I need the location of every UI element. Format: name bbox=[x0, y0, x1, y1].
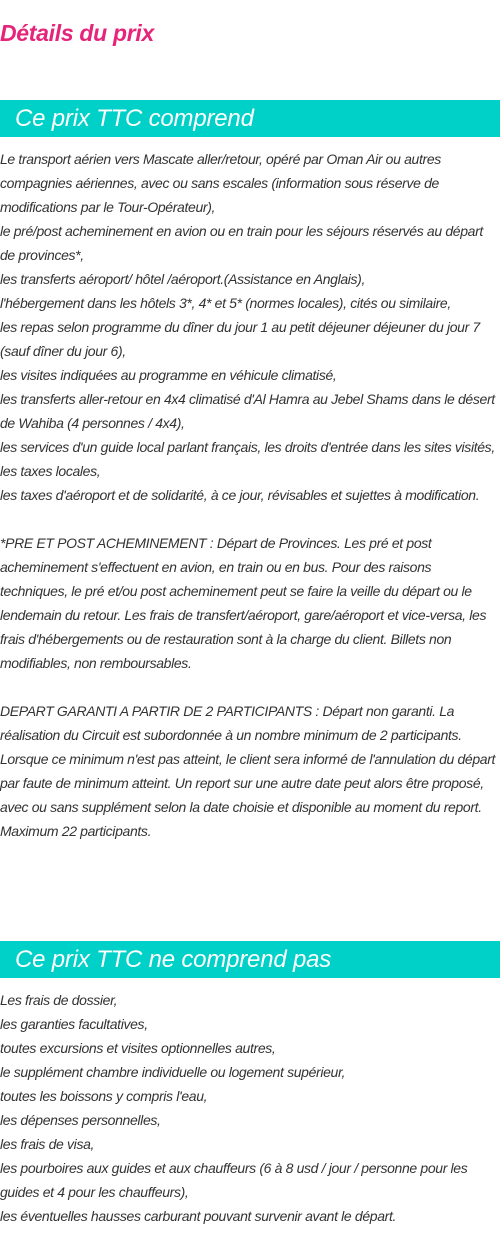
excluded-item: Les frais de dossier, bbox=[0, 992, 118, 1008]
excluded-item: les frais de visa, bbox=[0, 1136, 95, 1152]
included-item: l'hébergement dans les hôtels 3*, 4* et 5* (normes locales), cités ou similaire, bbox=[0, 295, 451, 311]
excluded-item: toutes les boissons y compris l'eau, bbox=[0, 1088, 208, 1104]
included-item: les taxes locales, bbox=[0, 463, 101, 479]
included-item: les transferts aéroport/ hôtel /aéroport.(Assistance en Anglais), bbox=[0, 271, 366, 287]
excluded-section-body bbox=[0, 988, 500, 1228]
included-section-body bbox=[0, 147, 500, 843]
included-item: les repas selon programme du dîner du jour 1 au petit déjeuner déjeuner du jour 7 (sauf dîner du jour 6), bbox=[0, 319, 480, 359]
page-title: Détails du prix bbox=[0, 20, 154, 46]
excluded-item: les garanties facultatives, bbox=[0, 1016, 148, 1032]
excluded-item: le supplément chambre individuelle ou logement supérieur, bbox=[0, 1064, 346, 1080]
included-item: les services d'un guide local parlant français, les droits d'entrée dans les sites visités, bbox=[0, 439, 495, 455]
excluded-item: les dépenses personnelles, bbox=[0, 1112, 161, 1128]
included-item: les transferts aller-retour en 4x4 climatisé d'Al Hamra au Jebel Shams dans le désert de Wahiba (4 personnes / 4x4), bbox=[0, 391, 495, 431]
included-section-header: Ce prix TTC comprend bbox=[0, 100, 500, 137]
excluded-item: les pourboires aux guides et aux chauffeurs (6 à 8 usd / jour / personne pour les guides et 4 pour les chauffeurs), bbox=[0, 1160, 468, 1200]
included-item: les visites indiquées au programme en véhicule climatisé, bbox=[0, 367, 337, 383]
included-item: les taxes d'aéroport et de solidarité, à ce jour, révisables et sujettes à modification. bbox=[0, 487, 480, 503]
pre-post-acheminement-note: *PRE ET POST ACHEMINEMENT : Départ de Provinces. Les pré et post acheminement s'effectuent en avion, en train ou en bus. Pour des raisons techniques, le pré et/ou post acheminement peut se faire la veille du départ ou le lendemain du retour. Les frais de transfert/aéroport, gare/aéroport et vice-versa, les frais d'hébergements ou de restauration sont à la charge du client. Billets non modifiables, non remboursables. bbox=[0, 535, 487, 671]
included-item: le pré/post acheminement en avion ou en train pour les séjours réservés au départ de provinces*, bbox=[0, 223, 483, 263]
included-item: Le transport aérien vers Mascate aller/retour, opéré par Oman Air ou autres compagnies aériennes, avec ou sans escales (information sous réserve de modifications par le Tour-Opérateur), bbox=[0, 151, 441, 215]
excluded-item: toutes excursions et visites optionnelles autres, bbox=[0, 1040, 276, 1056]
depart-garanti-note: DEPART GARANTI A PARTIR DE 2 PARTICIPANTS : Départ non garanti. La réalisation du Circuit est subordonnée à un nombre minimum de 2 participants. Lorsque ce minimum n'est pas atteint, le client sera informé de l'annulation du départ par faute de minimum atteint. Un report sur une autre date peut alors être proposé, avec ou sans supplément selon la date choisie et disponible au moment du report. Maximum 22 participants. bbox=[0, 703, 496, 839]
excluded-item: les éventuelles hausses carburant pouvant survenir avant le départ. bbox=[0, 1208, 397, 1224]
excluded-section-header: Ce prix TTC ne comprend pas bbox=[0, 941, 500, 978]
